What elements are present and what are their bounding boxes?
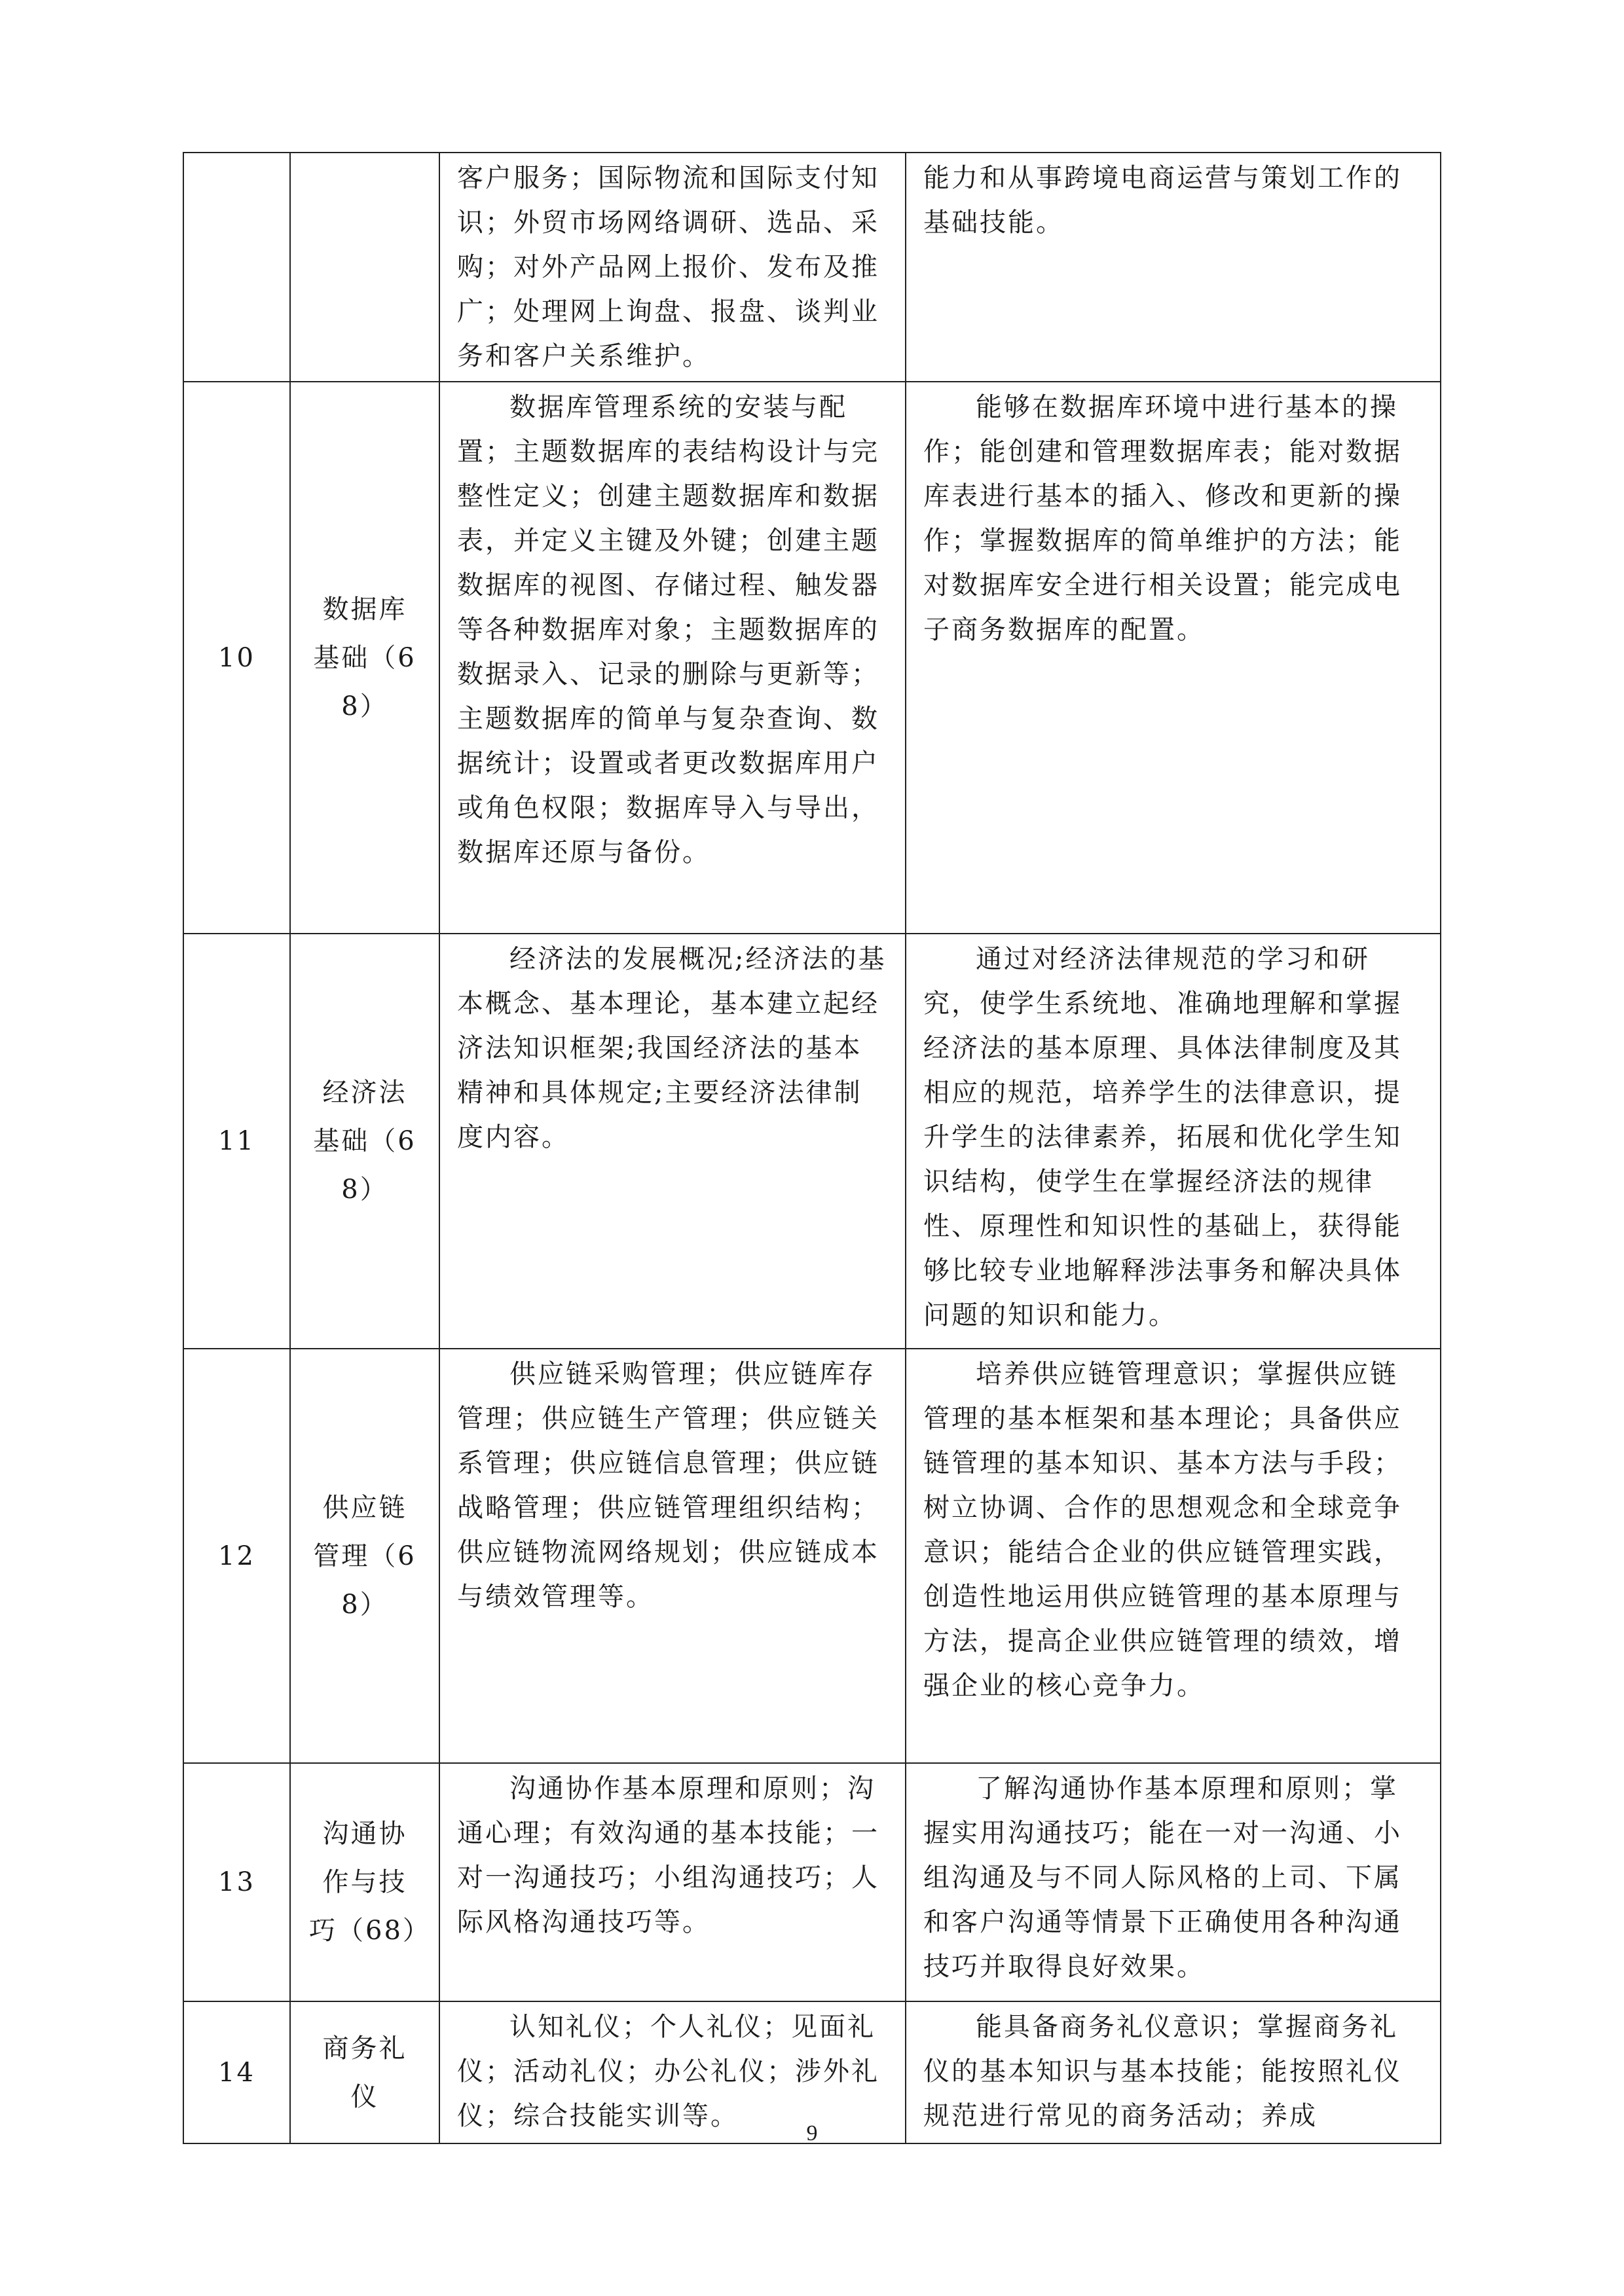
course-content-cell [439,934,906,1349]
course-content-text: 数据库管理系统的安装与配置；主题数据库的表结构设计与完整性定义；创建主题数据库和数据表，并定义主键及外键；创建主题数据库的视图、存储过程、触发器等各种数据库对象；主题数据库的数据录入、记录的删除与更新等；主题数据库的简单与复杂查询、数据统计；设置或者更改数据库用户或角色权限；数据库导入与导出，数据库还原与备份。 [457,392,879,867]
course-name-cell: 供应链管理（68） [290,1349,439,1763]
course-name-cell: 商务礼仪 [290,2001,439,2143]
course-content-cell [439,382,906,934]
course-number-cell: 14 [183,2001,290,2143]
table-row [183,1763,1441,2001]
course-content-text: 供应链采购管理；供应链库存管理；供应链生产管理；供应链关系管理；供应链信息管理；供应链战略管理；供应链管理组织结构；供应链物流网络规划；供应链成本与绩效管理等。 [457,1359,879,1612]
course-content-cell [439,153,906,382]
course-requirement-cell [906,1349,1441,1763]
course-requirement-cell [906,153,1441,382]
course-name-cell [290,153,439,382]
page-number: 9 [806,2121,818,2145]
course-number-cell: 11 [183,934,290,1349]
course-name-cell: 沟通协作与技巧（68） [290,1763,439,2001]
table-row [183,382,1441,934]
course-number-cell: 12 [183,1349,290,1763]
course-content-cell [439,1763,906,2001]
course-content-text: 经济法的发展概况;经济法的基本概念、基本理论，基本建立起经济法知识框架;我国经济法的基本精神和具体规定;主要经济法律制度内容。 [457,944,887,1152]
course-requirement-text: 能够在数据库环境中进行基本的操作；能创建和管理数据库表；能对数据库表进行基本的插入、修改和更新的操作；掌握数据库的简单维护的方法；能对数据库安全进行相关设置；能完成电子商务数据库的配置。 [923,392,1402,645]
course-requirement-text: 通过对经济法律规范的学习和研究，使学生系统地、准确地理解和掌握经济法的基本原理、具体法律制度及其相应的规范，培养学生的法律意识，提升学生的法律素养，拓展和优化学生知识结构，使学生在掌握经济法的规律性、原理性和知识性的基础上，获得能够比较专业地解释涉法事务和解决具体问题的知识和能力。 [923,944,1402,1330]
course-requirement-cell [906,1763,1441,2001]
course-requirement-text: 培养供应链管理意识；掌握供应链管理的基本框架和基本理论；具备供应链管理的基本知识、基本方法与手段；树立协调、合作的思想观念和全球竞争意识；能结合企业的供应链管理实践，创造性地运用供应链管理的基本原理与方法，提高企业供应链管理的绩效，增强企业的核心竞争力。 [923,1359,1402,1701]
course-content-text: 沟通协作基本原理和原则；沟通心理；有效沟通的基本技能；一对一沟通技巧；小组沟通技巧；人际风格沟通技巧等。 [457,1774,879,1937]
course-content-text: 认知礼仪；个人礼仪；见面礼仪；活动礼仪；办公礼仪；涉外礼仪；综合技能实训等。 [457,2012,879,2131]
course-content-cell [439,1349,906,1763]
course-requirement-cell [906,382,1441,934]
table-row [183,1349,1441,1763]
table-row [183,934,1441,1349]
course-name-cell: 经济法基础（68） [290,934,439,1349]
course-name-cell: 数据库基础（68） [290,382,439,934]
course-requirement-text: 了解沟通协作基本原理和原则；掌握实用沟通技巧；能在一对一沟通、小组沟通及与不同人际风格的上司、下属和客户沟通等情景下正确使用各种沟通技巧并取得良好效果。 [923,1774,1402,1982]
course-number-cell: 13 [183,1763,290,2001]
course-content-text: 客户服务；国际物流和国际支付知识；外贸市场网络调研、选品、采购；对外产品网上报价、发布及推广；处理网上询盘、报盘、谈判业务和客户关系维护。 [457,163,879,371]
course-requirement-cell [906,934,1441,1349]
course-table [183,152,1441,2144]
course-requirement-text: 能具备商务礼仪意识；掌握商务礼仪的基本知识与基本技能；能按照礼仪规范进行常见的商务活动；养成 [923,2012,1402,2131]
course-number-cell: 10 [183,382,290,934]
course-number-cell [183,153,290,382]
table-row [183,153,1441,382]
course-requirement-text: 能力和从事跨境电商运营与策划工作的基础技能。 [923,163,1402,238]
